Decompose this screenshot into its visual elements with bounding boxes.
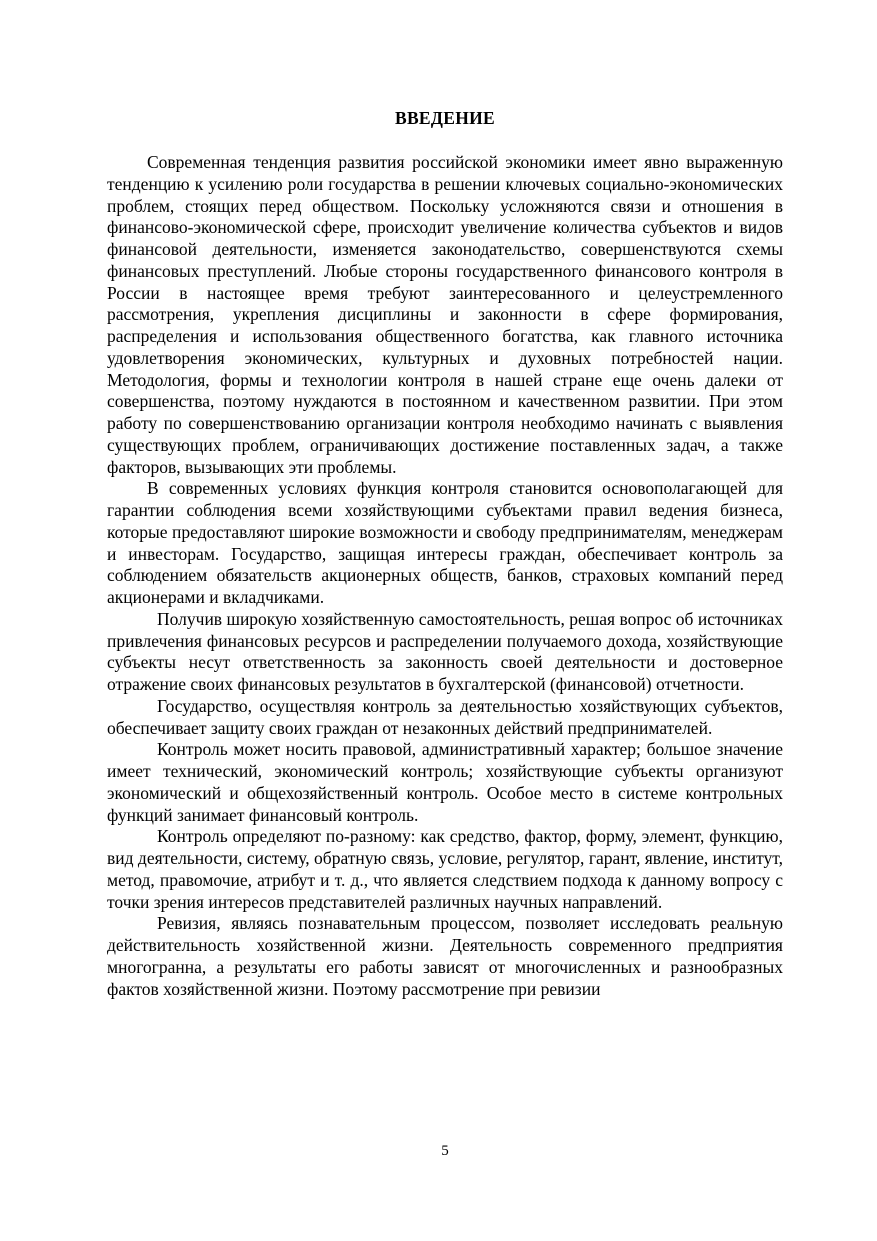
paragraph-6: Контроль определяют по-разному: как средство, фактор, форму, элемент, функцию, вид деятельности, систему, обратную связь, условие, регулятор, гарант, явление, институт, метод, правомочие, атрибут и т. д., что является следствием подхода к данному вопросу с точки зрения интересов представителей различных научных направлений. — [107, 826, 783, 912]
section-heading: ВВЕДЕНИЕ — [394, 108, 496, 128]
paragraph-7: Ревизия, являясь познавательным процессом, позволяет исследовать реальную действительность хозяйственной жизни. Деятельность современного предприятия многогранна, а результаты его работы зависят от многочисленных и разнообразных фактов хозяйственной жизни. Поэтому рассмотрение при ревизии — [107, 913, 783, 999]
paragraph-3: Получив широкую хозяйственную самостоятельность, решая вопрос об источниках привлечения финансовых ресурсов и распределении получаемого дохода, хозяйствующие субъекты несут ответственность за законность своей деятельности и достоверное отражение своих финансовых результатов в бухгалтерской (финансовой) отчетности. — [107, 608, 783, 694]
paragraph-5: Контроль может носить правовой, административный характер; большое значение имеет технический, экономический контроль; хозяйствующие субъекты организуют экономический и общехозяйственный контроль. Особое место в системе контрольных функций занимает финансовый контроль. — [107, 739, 783, 825]
paragraph-1: Современная тенденция развития российской экономики имеет явно выраженную тенденцию к усилению роли государства в решении ключевых социально-экономических проблем, стоящих перед обществом. Поскольку усложняются связи и отношения в финансово-экономической сфере, происходит увеличение количества субъектов и видов финансовой деятельности, изменяется законодательство, совершенствуются схемы финансовых преступлений. Любые стороны государственного финансового контроля в России в настоящее время требуют заинтересованного и целеустремленного рассмотрения, укрепления дисциплины и законности в сфере формирования, распределения и использования общественного богатства, как главного источника удовлетворения экономических, культурных и духовных потребностей нации. Методология, формы и технологии контроля в нашей стране еще очень далеки от совершенства, поэтому нуждаются в постоянном и качественном развитии. При этом работу по совершенствованию организации контроля необходимо начинать с выявления существующих проблем, ограничивающих достижение поставленных задач, а также факторов, вызывающих эти проблемы. — [107, 152, 783, 477]
body-text — [107, 152, 783, 1000]
page-number: 5 — [441, 1143, 449, 1159]
paragraph-4: Государство, осуществляя контроль за деятельностью хозяйствующих субъектов, обеспечивает защиту своих граждан от незаконных действий предпринимателей. — [107, 695, 783, 738]
paragraph-2: В современных условиях функция контроля становится основополагающей для гарантии соблюдения всеми хозяйствующими субъектами правил ведения бизнеса, которые предоставляют широкие возможности и свободу предпринимателям, менеджерам и инвесторам. Государство, защищая интересы граждан, обеспечивает контроль за соблюдением обязательств акционерных обществ, банков, страховых компаний перед акционерами и вкладчиками. — [107, 478, 783, 607]
